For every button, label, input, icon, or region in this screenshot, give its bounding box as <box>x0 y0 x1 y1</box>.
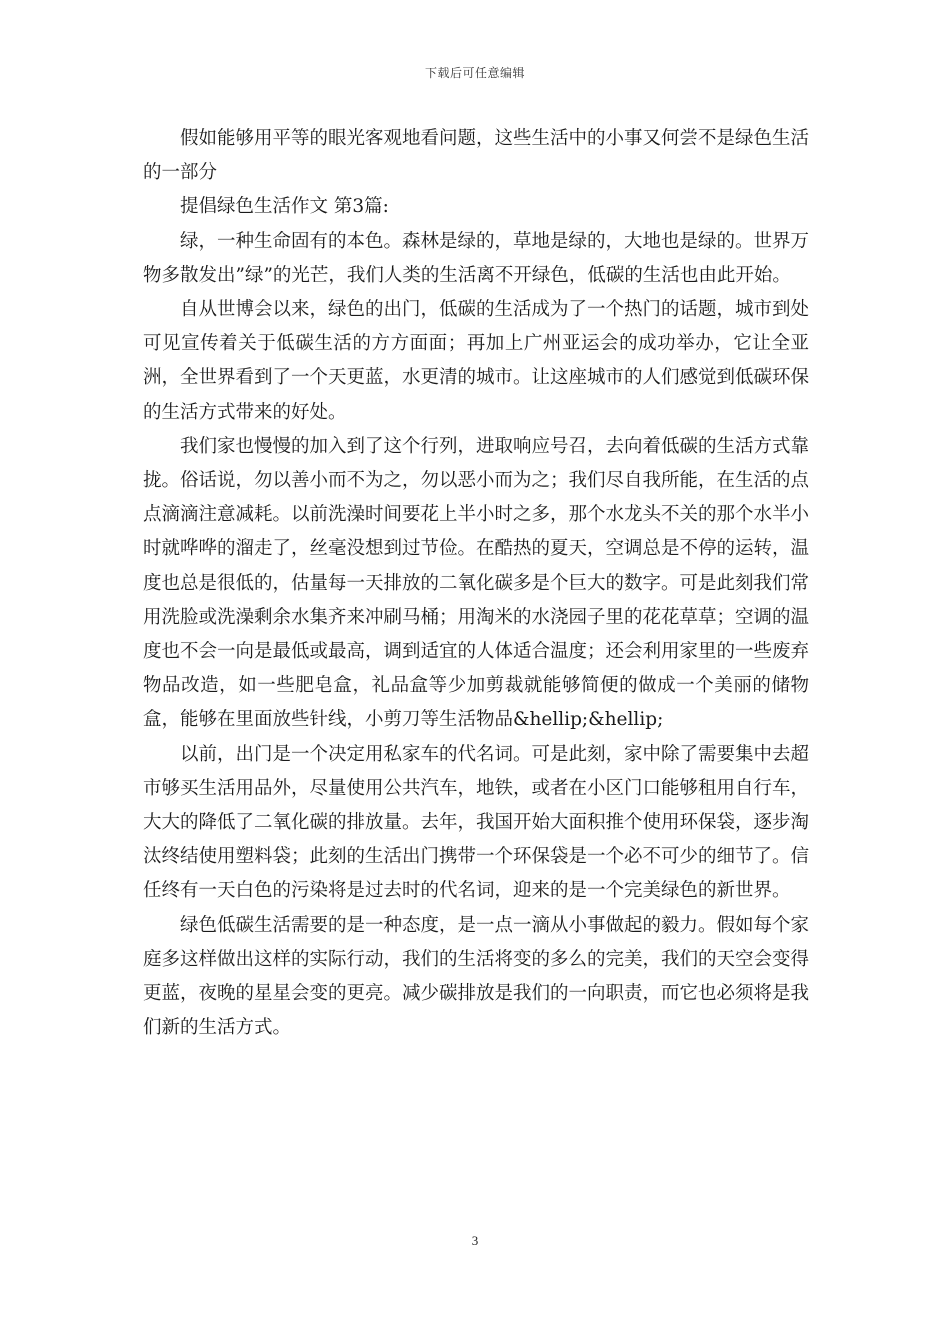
paragraph-intro: 假如能够用平等的眼光客观地看问题，这些生活中的小事又何尝不是绿色生活的一部分 <box>143 128 810 184</box>
page-number: 3 <box>471 1233 479 1248</box>
essay-heading: 提倡绿色生活作文 第3篇: <box>180 196 389 218</box>
page-header-note: 下载后可任意编辑 <box>424 66 525 80</box>
paragraph-3: 我们家也慢慢的加入到了这个行列，进取响应号召，去向着低碳的生活方式靠拢。俗话说，勿以善小而不为之，勿以恶小而为之；我们尽自我所能，在生活的点点滴滴注意减耗。以前洗澡时间要花上半小时之多，那个水龙头不关的那个水半小时就哗哗的溜走了，丝毫没想到过节俭。在酷热的夏天，空调总是不停的运转，温度也总是很低的，估量每一天排放的二氧化碳多是个巨大的数字。可是此刻我们常用洗脸或洗澡剩余水集齐来冲刷马桶；用淘米的水浇园子里的花花草草；空调的温度也不会一向是最低或最高，调到适宜的人体适合温度；还会利用家里的一些废弃物品改造，如一些肥皂盒，礼品盒等少加剪裁就能够简便的做成一个美丽的储物盒，能够在里面放些针线，小剪刀等生活物品&hellip;&hellip; <box>143 435 810 731</box>
paragraph-4: 以前，出门是一个决定用私家车的代名词。可是此刻，家中除了需要集中去超市够买生活用品外，尽量使用公共汽车，地铁，或者在小区门口能够租用自行车，大大的降低了二氧化碳的排放量。去年，我国开始大面积推个使用环保袋，逐步淘汰终结使用塑料袋；此刻的生活出门携带一个环保袋是一个必不可少的细节了。信任终有一天白色的污染将是过去时的代名词，迎来的是一个完美绿色的新世界。 <box>143 743 810 902</box>
document-body <box>143 122 809 1045</box>
paragraph-2: 自从世博会以来，绿色的出门，低碳的生活成为了一个热门的话题，城市到处可见宣传着关于低碳生活的方方面面；再加上广州亚运会的成功举办，它让全亚洲，全世界看到了一个天更蓝，水更清的城市。让这座城市的人们感觉到低碳环保的生活方式带来的好处。 <box>143 299 810 423</box>
paragraph-1: 绿，一种生命固有的本色。森林是绿的，草地是绿的，大地也是绿的。世界万物多散发出”绿”的光芒，我们人类的生活离不开绿色，低碳的生活也由此开始。 <box>143 230 810 286</box>
paragraph-5: 绿色低碳生活需要的是一种态度，是一点一滴从小事做起的毅力。假如每个家庭多这样做出这样的实际行动，我们的生活将变的多么的完美，我们的天空会变得更蓝，夜晚的星星会变的更亮。减少碳排放是我们的一向职责，而它也必须将是我们新的生活方式。 <box>143 914 810 1039</box>
